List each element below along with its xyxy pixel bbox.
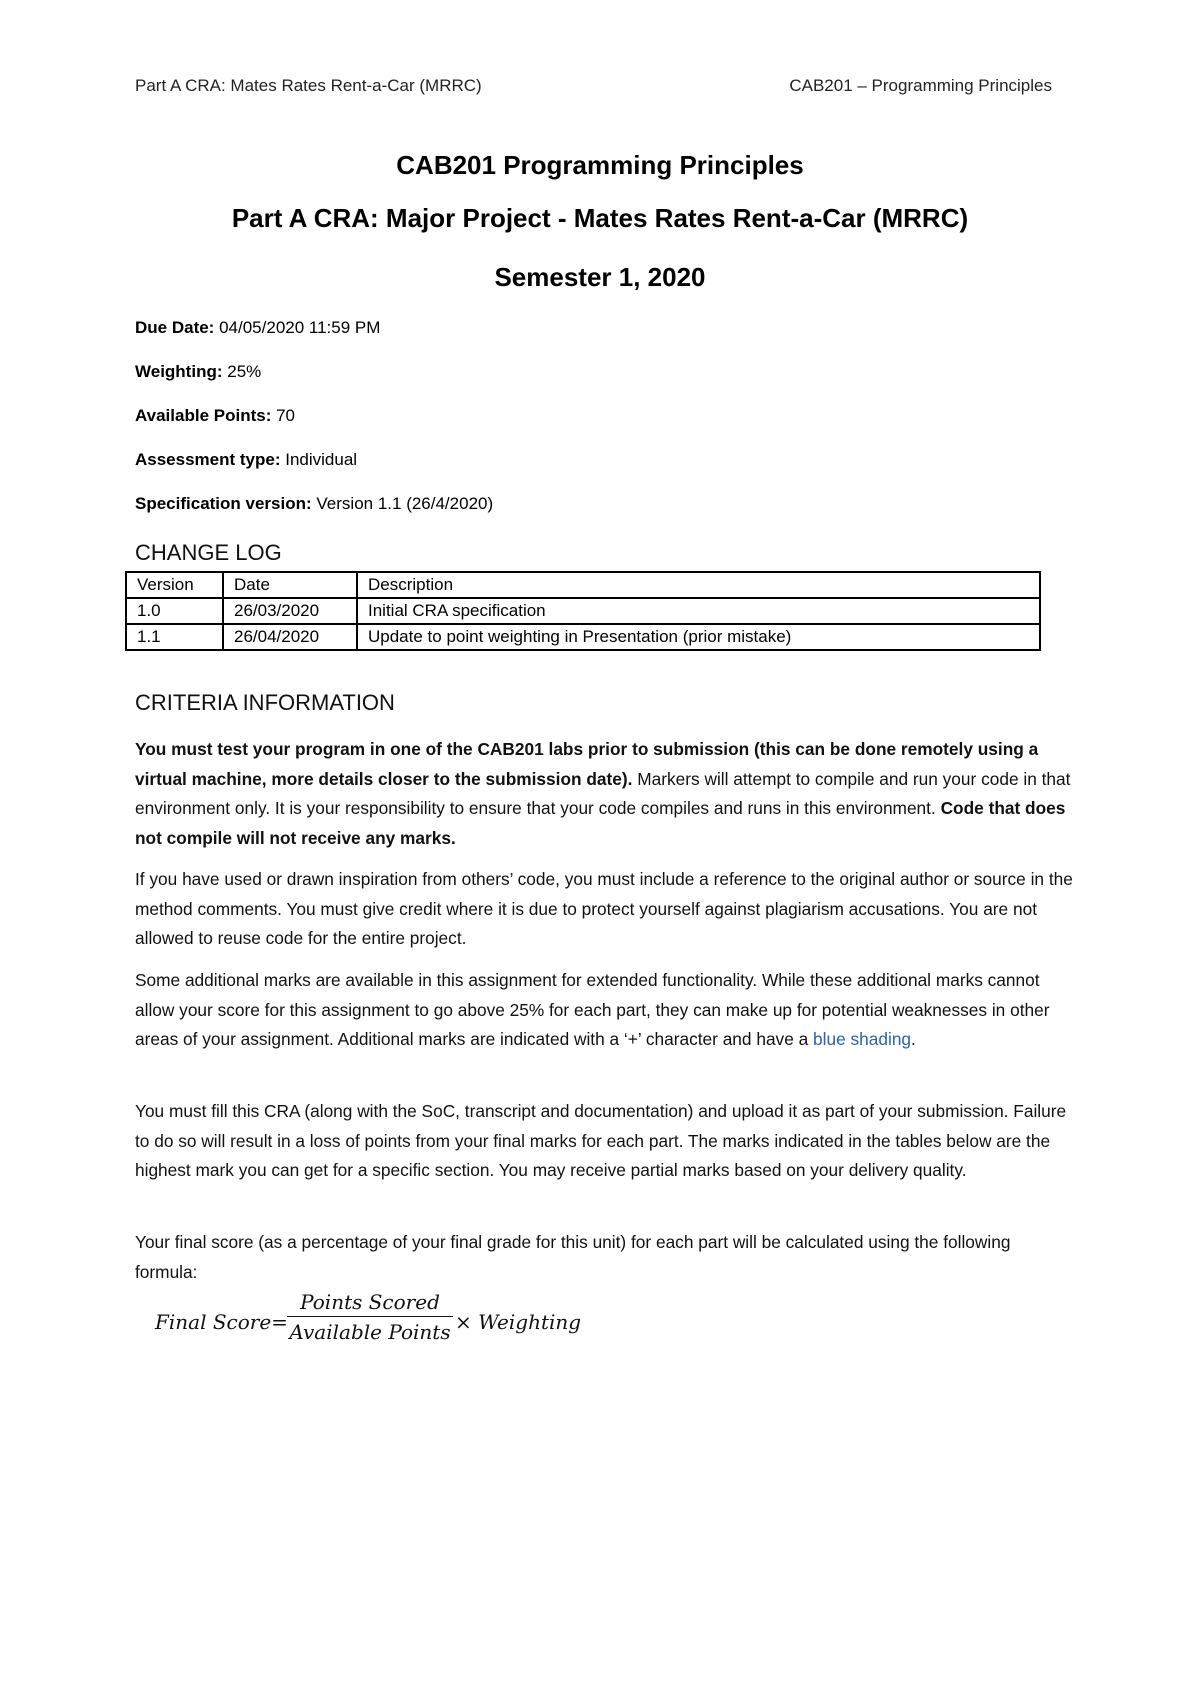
table-cell: Update to point weighting in Presentation (prior mistake) — [357, 624, 1040, 650]
formula-right: × Weighting — [455, 1310, 582, 1334]
meta-due-date: Due Date: 04/05/2020 11:59 PM — [135, 318, 381, 337]
project-title: Part A CRA: Major Project - Mates Rates Rent-a-Car (MRRC) — [231, 203, 969, 233]
criteria-paragraph-cra-submission: You must fill this CRA (along with the SoC, transcript and documentation) and upload it as part of your submission. Failure to do so will result in a loss of points from your final marks for each part. The marks indicated in the tables below are the highest mark you can get for a specific section. You may receive partial marks based on your delivery quality. — [135, 1101, 1067, 1180]
meta-assessment-type: Assessment type: Individual — [135, 450, 358, 469]
header-left: Part A CRA: Mates Rates Rent-a-Car (MRRC) — [135, 76, 482, 95]
header-right: CAB201 – Programming Principles — [789, 76, 1052, 95]
table-cell: Initial CRA specification — [357, 598, 1040, 624]
formula-left: Final Score= — [155, 1310, 288, 1334]
table-row — [126, 624, 1040, 650]
formula-denominator: Available Points — [289, 1320, 451, 1344]
formula-numerator: Points Scored — [287, 1288, 453, 1317]
criteria-paragraph-formula-intro: Your final score (as a percentage of your final grade for this unit) for each part will be calculated using the following formula: — [135, 1232, 1011, 1282]
table-cell: 1.0 — [126, 598, 223, 624]
column-header: Description — [357, 572, 1040, 598]
semester-title: Semester 1, 2020 — [494, 262, 706, 292]
criteria-heading: CRITERIA INFORMATION — [135, 690, 395, 715]
table-header-row — [126, 572, 1040, 598]
criteria-paragraph-testing: You must test your program in one of the CAB201 labs prior to submission (this can be done remotely using a virtual machine, more details closer to the submission date). Markers will attempt to compile and run your code in that environment only. It is your responsibility to ensure that your code compiles and runs in this environment. Code that does not compile will not receive any marks. — [135, 739, 1071, 848]
meta-weighting: Weighting: 25% — [135, 362, 262, 381]
meta-available-points: Available Points: 70 — [135, 406, 296, 425]
change-log-table — [125, 571, 1041, 651]
change-log-heading: CHANGE LOG — [135, 540, 282, 565]
course-title: CAB201 Programming Principles — [396, 150, 804, 180]
blue-shading-text: blue shading — [813, 1029, 912, 1049]
criteria-paragraph-additional-marks: Some additional marks are available in this assignment for extended functionality. While these additional marks cannot allow your score for this assignment to go above 25% for each part, they can make up for potential weaknesses in other areas of your assignment. Additional marks are indicated with a ‘+’ character and have a blue shading. — [135, 970, 1050, 1049]
formula-fraction — [287, 1288, 453, 1345]
table-cell: 26/04/2020 — [223, 624, 357, 650]
table-row — [126, 598, 1040, 624]
column-header: Version — [126, 572, 223, 598]
column-header: Date — [223, 572, 357, 598]
criteria-paragraph-references: If you have used or drawn inspiration from others’ code, you must include a reference to the original author or source in the method comments. You must give credit where it is due to protect yourself against plagiarism accusations. You are not allowed to reuse code for the entire project. — [135, 869, 1073, 948]
table-cell: 26/03/2020 — [223, 598, 357, 624]
meta-spec-version: Specification version: Version 1.1 (26/4/2020) — [135, 494, 494, 513]
table-cell: 1.1 — [126, 624, 223, 650]
